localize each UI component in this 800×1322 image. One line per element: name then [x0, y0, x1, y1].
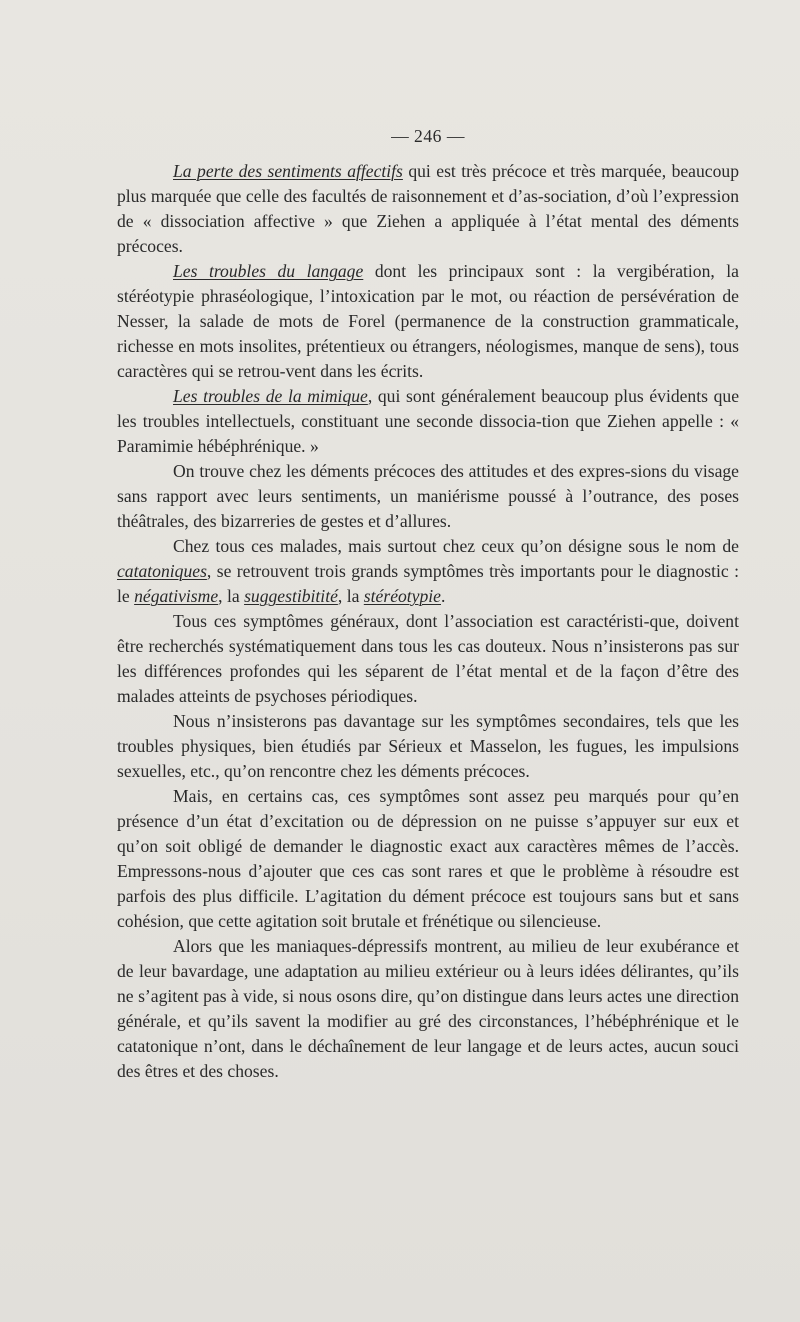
emphasized-term: stéréotypie: [363, 586, 441, 606]
paragraph: [117, 609, 739, 709]
page-body: [117, 124, 739, 1084]
text-run: , la: [218, 586, 245, 606]
paragraph: [117, 534, 739, 609]
text-run: Mais, en certains cas, ces symptômes sont assez peu marqués pour qu’en présence d’un état d’excitation ou de dépression on ne puisse s’appuyer sur eux et qu’on soit obligé de demander le diagnostic exact aux caractères mêmes de l’accès. Empressons-nous d’ajouter que ces cas sont rares et que le problème à résoudre est parfois des plus difficile. L’agitation du dément précoce est toujours sans but et sans cohésion, que cette agitation soit brutale et frénétique ou silencieuse.: [117, 786, 739, 931]
paragraph-list: [117, 159, 739, 1084]
emphasized-term: catatoniques: [117, 561, 207, 581]
paragraph: [117, 159, 739, 259]
text-run: , qui sont généralement beaucoup plus évidents que les troubles intellectuels, constituant une seconde dissocia-tion que Ziehen appelle : « Paramimie hébéphrénique. »: [117, 386, 739, 456]
paragraph: [117, 259, 739, 384]
emphasized-term: La perte des sentiments affectifs: [173, 161, 403, 181]
text-run: On trouve chez les déments précoces des attitudes et des expres-sions du visage sans rapport avec leurs sentiments, un maniérisme poussé à l’outrance, des poses théâtrales, des bizarreries de gestes et d’allures.: [117, 461, 739, 531]
page-number: — 246 —: [391, 126, 465, 146]
emphasized-term: négativisme: [134, 586, 219, 606]
text-run: qui est très précoce et très marquée, beaucoup plus marquée que celle des facultés de raisonnement et d’as-sociation, d’où l’expression de « dissociation affective » que Ziehen a appliquée à l’état mental des déments précoces.: [117, 161, 739, 256]
paragraph: [117, 384, 739, 459]
emphasized-term: suggestibitité: [244, 586, 338, 606]
text-run: Alors que les maniaques-dépressifs montrent, au milieu de leur exubérance et de leur bavardage, une adaptation au milieu extérieur ou à leurs idées délirantes, qu’ils ne s’agitent pas à vide, si nous osons dire, qu’on distingue dans leurs actes une direction générale, et qu’ils savent la modifier au gré des circonstances, l’hébéphrénique et le catatonique n’ont, dans le déchaînement de leur langage et de leurs actes, aucun souci des êtres et des choses.: [117, 936, 739, 1081]
paragraph: [117, 709, 739, 784]
paragraph: [117, 784, 739, 934]
paragraph: [117, 934, 739, 1084]
text-run: .: [440, 586, 446, 606]
text-run: Tous ces symptômes généraux, dont l’association est caractéristi-que, doivent être recherchés systématiquement dans tous les cas douteux. Nous n’insisterons pas sur les différences profondes qui les séparent de l’état mental et de la façon d’être des malades atteints de psychoses périodiques.: [117, 611, 739, 706]
emphasized-term: Les troubles du langage: [173, 261, 364, 281]
text-run: Chez tous ces malades, mais surtout chez ceux qu’on désigne sous le nom de: [173, 536, 739, 556]
text-run: , la: [337, 586, 364, 606]
text-run: Nous n’insisterons pas davantage sur les symptômes secondaires, tels que les troubles physiques, bien étudiés par Sérieux et Masselon, les fugues, les impulsions sexuelles, etc., qu’on rencontre chez les déments précoces.: [117, 711, 739, 781]
paragraph: [117, 459, 739, 534]
emphasized-term: Les troubles de la mimique: [173, 386, 368, 406]
text-run: dont les principaux sont : la vergibération, la stéréotypie phraséologique, l’intoxication par le mot, ou réaction de persévération de Nesser, la salade de mots de Forel (permanence de la construction grammaticale, richesse en mots insolites, prétentieux ou étrangers, néologismes, manque de sens), tous caractères qui se retrou-vent dans les écrits.: [117, 261, 739, 381]
text-run: , se retrouvent trois grands symptômes très importants pour le diagnostic : le: [117, 561, 739, 606]
